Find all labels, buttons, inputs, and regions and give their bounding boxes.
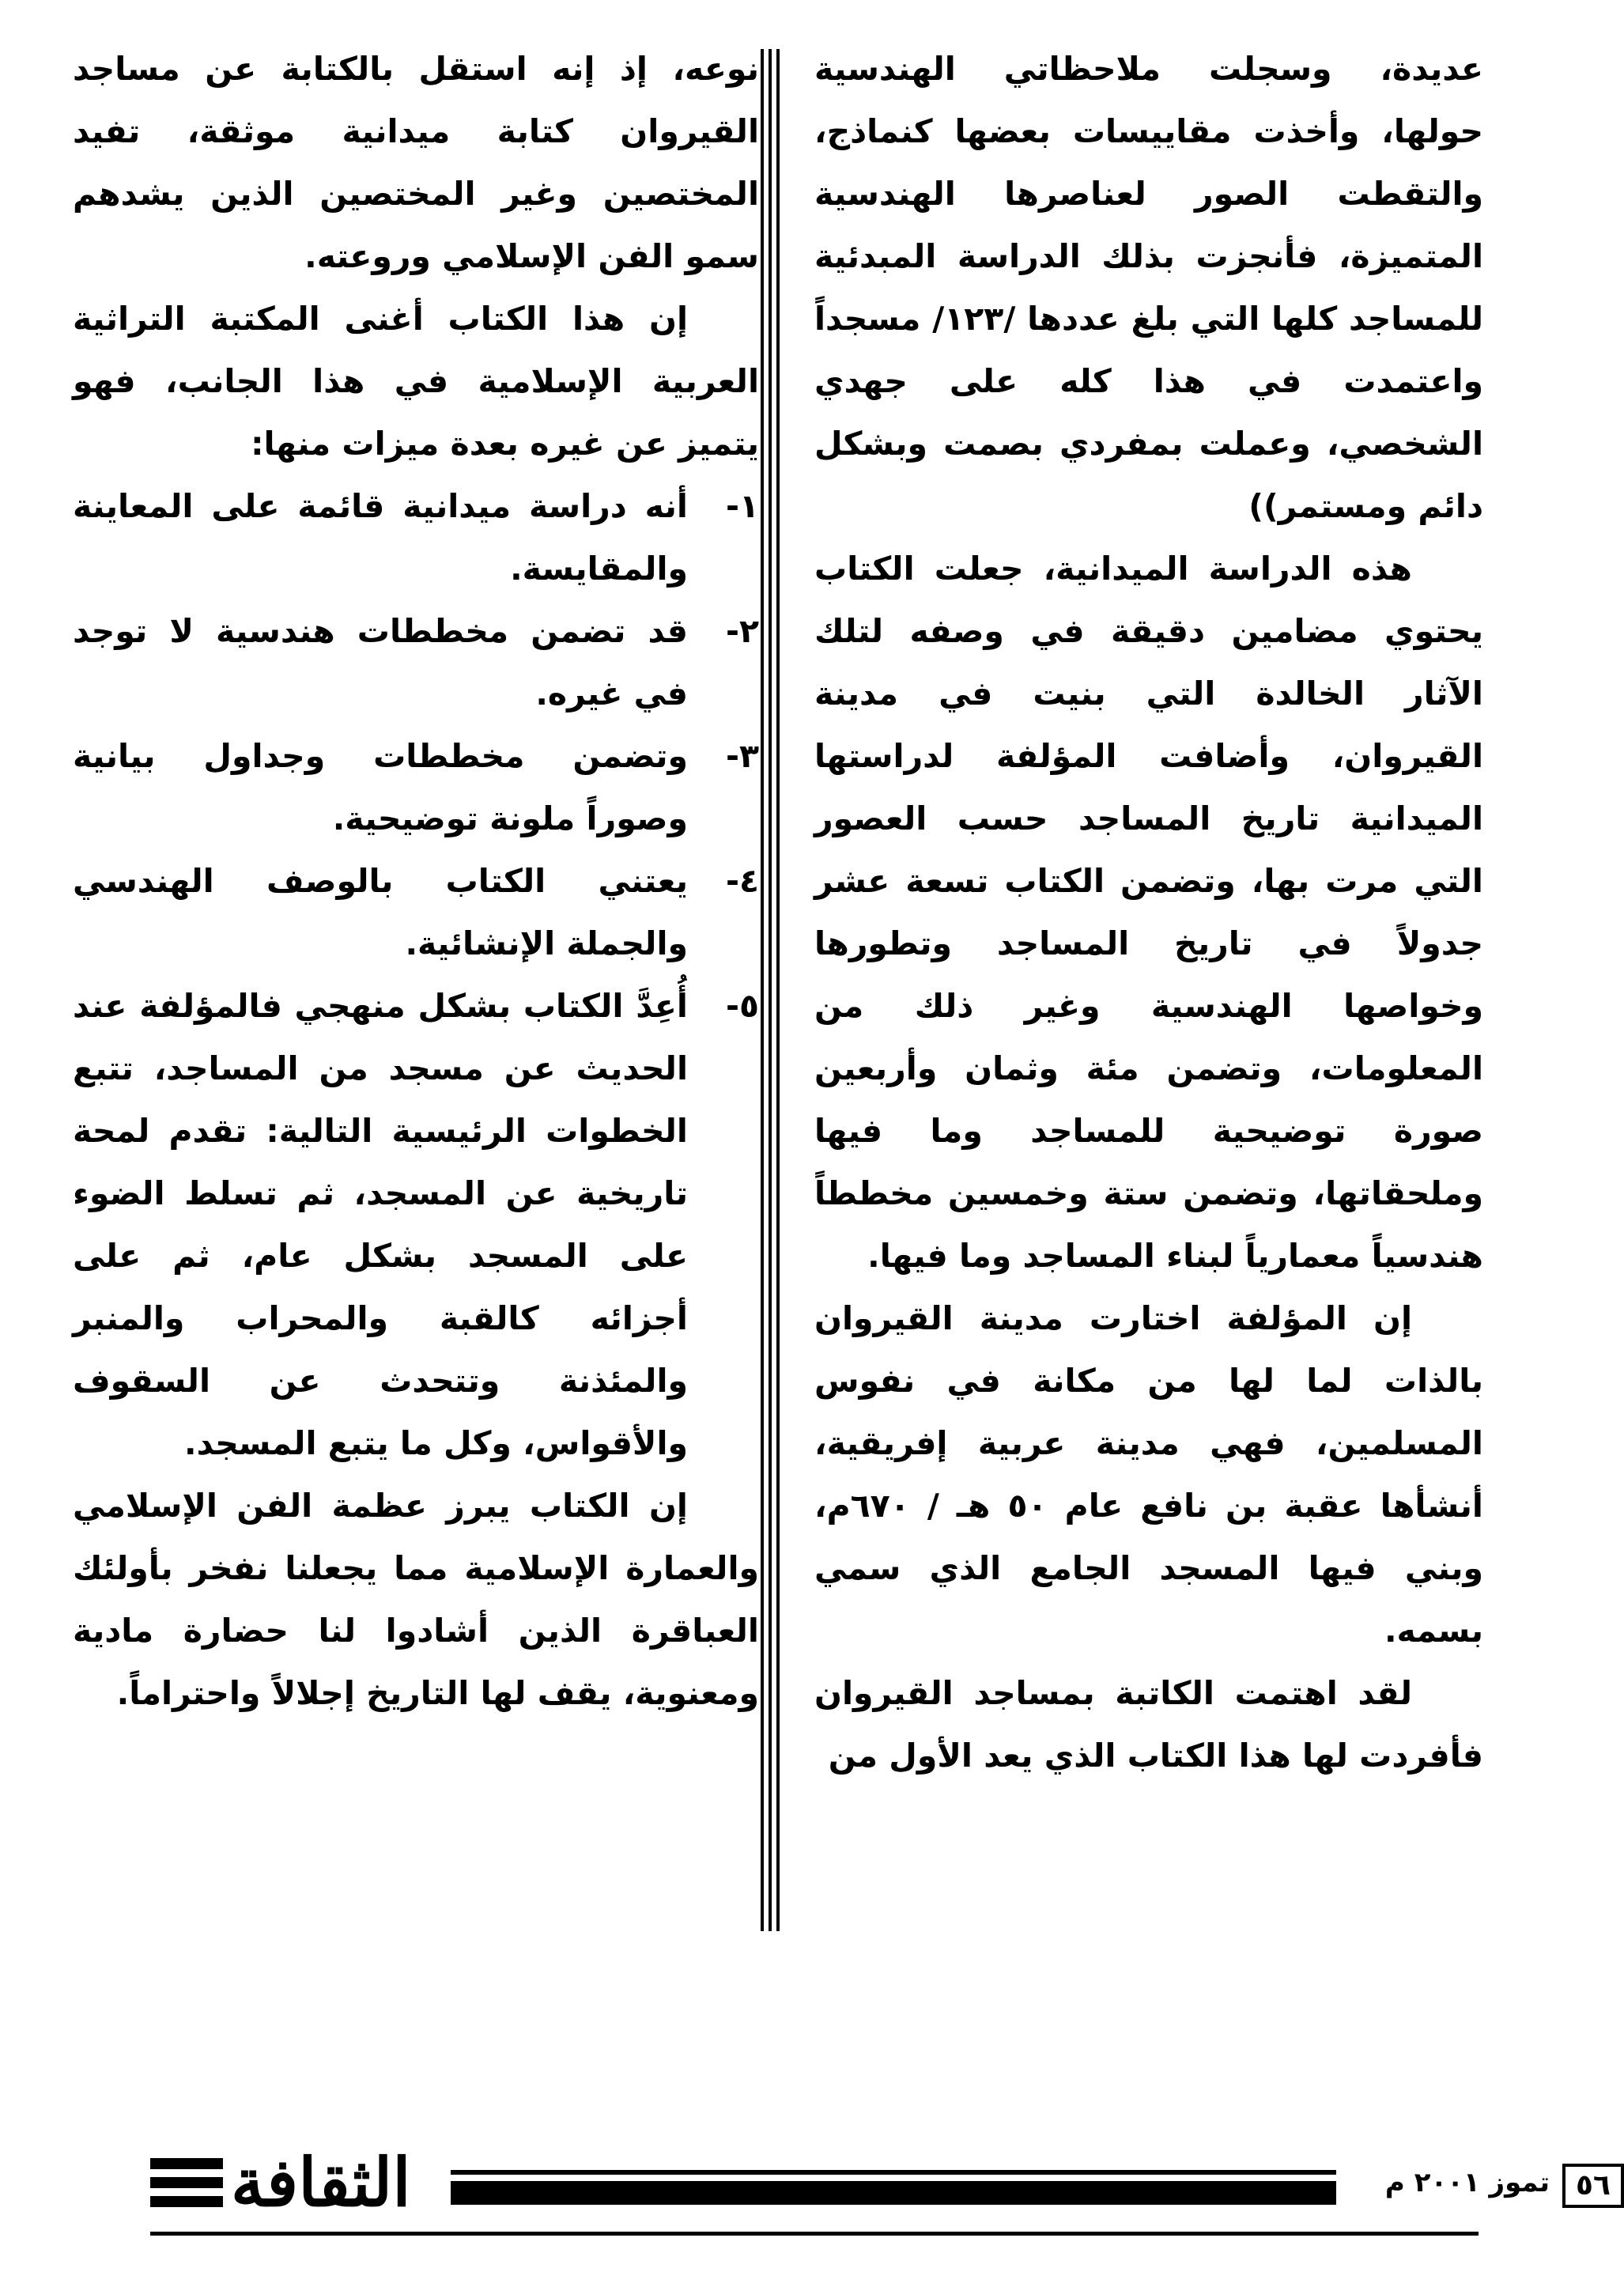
logo-text: الثقافة <box>231 2143 411 2221</box>
logo-bars <box>150 2158 223 2207</box>
list-number: ٢- <box>725 612 759 650</box>
magazine-logo <box>150 2143 411 2221</box>
page-footer <box>150 2143 1611 2241</box>
list-text: وتضمن مخططات وجداول بيانية وصوراً ملونة توضيحية. <box>73 737 688 837</box>
paragraph: إن هذا الكتاب أغنى المكتبة التراثية العربية الإسلامية في هذا الجانب، فهو يتميز عن غيره بعدة ميزات منها: <box>73 300 759 463</box>
list-number: ٤- <box>725 862 759 900</box>
footer-rule-thin <box>451 2170 1336 2175</box>
list-text: أُعِدَّ الكتاب بشكل منهجي فالمؤلفة عند الحديث عن مسجد من المساجد، تتبع الخطوات الرئيسية التالية: تقدم لمحة تاريخية عن المسجد، ثم تسلط الضوء على المسجد بشكل عام، ثم على أجزائه كالقبة والمحراب والمنبر والمئذنة وتتحدث عن السقوف والأقواس، وكل ما يتبع المسجد. <box>73 987 688 1462</box>
list-item <box>73 475 759 600</box>
right-column <box>814 38 1483 1787</box>
list-text: أنه دراسة ميدانية قائمة على المعاينة والمقايسة. <box>73 487 688 588</box>
list-text: يعتني الكتاب بالوصف الهندسي والجملة الإنشائية. <box>73 862 688 962</box>
list-item <box>73 725 759 850</box>
paragraph: عديدة، وسجلت ملاحظاتي الهندسية حولها، وأخذت مقاييسات بعضها كنماذج، والتقطت الصور لعناصرها الهندسية المتميزة، فأنجزت بذلك الدراسة المبدئية للمساجد كلها التي بلغ عددها /١٢٣/ مسجداً واعتمدت في هذا كله على جهدي الشخصي، وعملت بمفردي بصمت وبشكل دائم ومستمر)) <box>814 50 1483 525</box>
list-number: ٣- <box>725 737 759 775</box>
list-number: ١- <box>725 487 759 525</box>
paragraph: نوعه، إذ إنه استقل بالكتابة عن مساجد القيروان كتابة ميدانية موثقة، تفيد المختصين وغير المختصين الذين يشدهم سمو الفن الإسلامي وروعته. <box>73 50 759 275</box>
issue-date: تموز ٢٠٠١ م <box>1384 2167 1550 2198</box>
features-list <box>73 475 759 1475</box>
list-text: قد تضمن مخططات هندسية لا توجد في غيره. <box>73 612 688 713</box>
list-item <box>73 600 759 725</box>
column-divider <box>761 49 780 1931</box>
list-item <box>73 975 759 1475</box>
paragraph: إن المؤلفة اختارت مدينة القيروان بالذات لما لها من مكانة في نفوس المسلمين، فهي مدينة عربية إفريقية، أنشأها عقبة بن نافع عام ٥٠ هـ / ٦٧٠م، وبني فيها المسجد الجامع الذي سمي بسمه. <box>814 1299 1483 1650</box>
paragraph: لقد اهتمت الكاتبة بمساجد القيروان فأفردت لها هذا الكتاب الذي يعد الأول من <box>814 1674 1483 1775</box>
paragraph: إن الكتاب يبرز عظمة الفن الإسلامي والعمارة الإسلامية مما يجعلنا نفخر بأولئك العباقرة الذين أشادوا لنا حضارة مادية ومعنوية، يقف لها التاريخ إجلالاً واحتراماً. <box>73 1487 759 1712</box>
paragraph: هذه الدراسة الميدانية، جعلت الكتاب يحتوي مضامين دقيقة في وصفه لتلك الآثار الخالدة التي بنيت في مدينة القيروان، وأضافت المؤلفة لدراستها الميدانية تاريخ المساجد حسب العصور التي مرت بها، وتضمن الكتاب تسعة عشر جدولاً في تاريخ المساجد وتطورها وخواصها الهندسية وغير ذلك من المعلومات، وتضمن مئة وثمان وأربعين صورة توضيحية للمساجد وما فيها وملحقاتها، وتضمن ستة وخمسين مخططاً هندسياً معمارياً لبناء المساجد وما فيها. <box>814 550 1483 1275</box>
page-number: ٥٦ <box>1562 2164 1624 2208</box>
list-number: ٥- <box>725 987 759 1025</box>
list-item <box>73 850 759 975</box>
footer-bottom-rule <box>150 2232 1479 2236</box>
left-column <box>73 38 759 1725</box>
footer-rule-thick <box>451 2181 1336 2205</box>
